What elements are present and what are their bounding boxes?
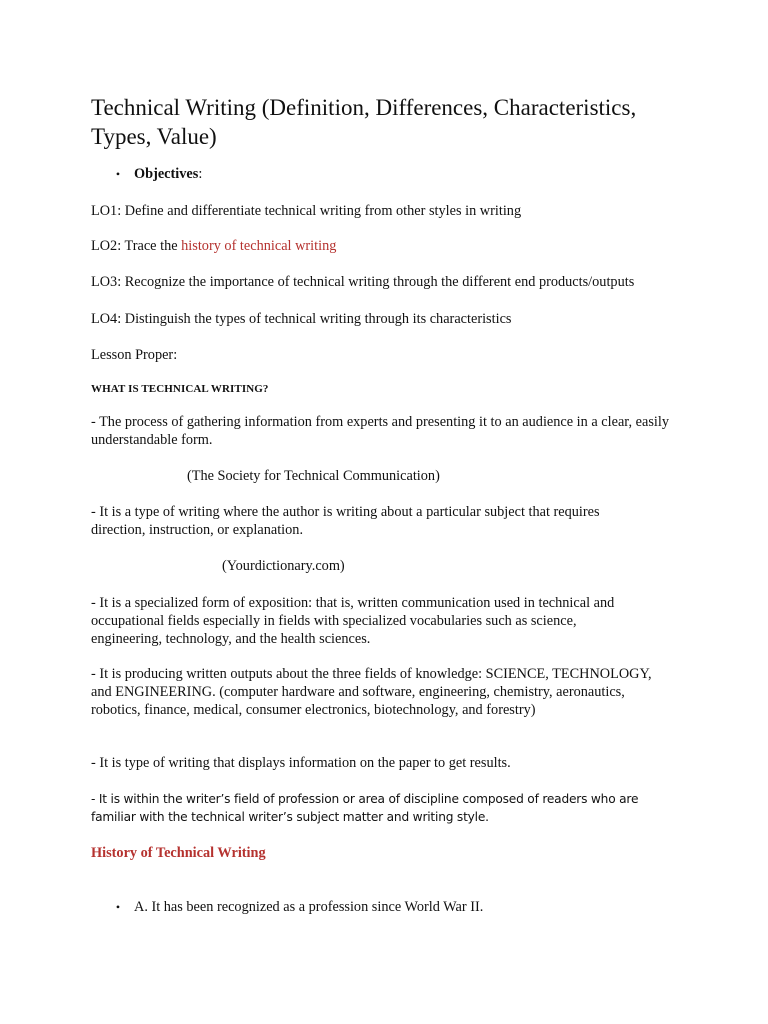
definition-2: - It is a type of writing where the author is writing about a particular subject that requires direction, instruction, or explanation. — [91, 504, 600, 538]
source-2: (Yourdictionary.com) — [222, 558, 345, 574]
lo2-text: LO2: Trace the — [91, 238, 182, 254]
objectives-colon: : — [198, 166, 203, 182]
lesson-proper-label: Lesson Proper: — [91, 347, 178, 363]
definition-3: - It is a specialized form of exposition: that is, written communication used in technical and occupational fields especially in fields with specialized vocabularies such as science, engineering, technology, and the health sciences. — [91, 595, 615, 647]
objectives-bullet — [91, 165, 691, 183]
definition-5: - It is type of writing that displays information on the paper to get results. — [91, 755, 511, 771]
objective-lo2 — [91, 237, 691, 255]
document-title: Technical Writing (Definition, Differences, Characteristics, Types, Value) — [91, 95, 637, 149]
objectives-label: Objectives — [134, 166, 199, 182]
definition-4: - It is producing written outputs about the three fields of knowledge: SCIENCE, TECHNOLOGY, and ENGINEERING. (computer hardware and software, engineering, chemistry, aeronautics, robotics, finance, medical, consumer electronics, biotechnology, and forestry) — [91, 666, 652, 718]
bullet-icon: • — [115, 900, 121, 914]
what-is-heading: WHAT IS TECHNICAL WRITING? — [91, 383, 269, 395]
bullet-icon: • — [115, 167, 121, 181]
history-bullet-a — [91, 898, 691, 916]
history-heading: History of Technical Writing — [91, 845, 266, 861]
source-1: (The Society for Technical Communication) — [187, 468, 440, 484]
history-link[interactable]: history of technical writing — [181, 238, 337, 254]
definition-6: - It is within the writer’s field of profession or area of discipline composed of readers who are familiar with the technical writer’s subject matter and writing style. — [91, 792, 639, 824]
definition-1: - The process of gathering information from experts and presenting it to an audience in a clear, easily understandable form. — [91, 414, 669, 448]
objective-lo3: LO3: Recognize the importance of technical writing through the different end products/outputs — [91, 274, 635, 290]
objective-lo4: LO4: Distinguish the types of technical writing through its characteristics — [91, 311, 512, 327]
objective-lo1: LO1: Define and differentiate technical writing from other styles in writing — [91, 203, 522, 219]
history-item-a: A. It has been recognized as a profession since World War II. — [134, 899, 484, 915]
